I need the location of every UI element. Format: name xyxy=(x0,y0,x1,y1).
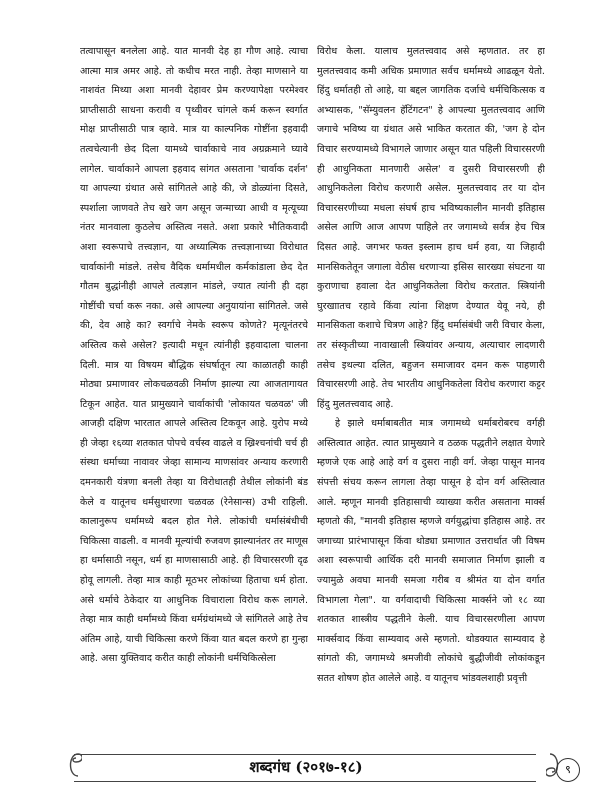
right-paragraph-2: हे झाले धर्माबाबतीत मात्र जगामध्ये धर्माबरोबरच वर्गही अस्तित्वात आहेत. त्यात प्रामुख्याने व ठळक पद्धतीने लक्षात येणारे म्हणजे एक आहे आहे वर्ग व दुसरा नाही वर्ग. जेव्हा पासून मानव संपत्ती संचय करून लागला तेव्हा पासून हे दोन वर्ग अस्तित्वात आले. म्हणून मानवी इतिहासाची व्याख्या करीत असताना मार्क्स म्हणतो की, "मानवी इतिहास म्हणजे वर्गयुद्धांचा इतिहास आहे. तर जगाच्या प्रारंभापासून किंवा थोड्या प्रमाणात उत्तरार्धात जी विषम अशा स्वरूपाची आर्थिक दरी मानवी समाजात निर्माण झाली व ज्यामुळे अवघा मानवी समजा गरीब व श्रीमंत या दोन वर्गात विभागला गेला". या वर्गवादाची चिकित्सा मार्क्सने जो १८ व्या शतकात शास्त्रीय पद्धतीने केली. याच विचारसरणीला आपण मार्क्सवाद किंवा साम्यवाद असे म्हणतो. थोडक्यात साम्यवाद हे सांगतो की, जगामध्ये श्रमजीवी लोकांचे बुद्धीजीवी लोकांकडून सतत शोषण होत आलेले आहे. व यातूनच भांडवलशाही प्रवृत्ती xyxy=(317,418,545,684)
left-paragraph-1: तत्वापासून बनलेला आहे. यात मानवी देह हा गौण आहे. त्याचा आत्मा मात्र अमर आहे. तो कधीच मरत नाही. तेव्हा माणसाने या नाशवंत मिथ्या अशा मानवी देहावर प्रेम करण्यापेक्षा परमेश्वर प्राप्तीसाठी साधना करावी व पृथ्वीवर चांगले कर्म करून स्वर्गात मोक्ष प्राप्तीसाठी पात्र व्हावे. मात्र या काल्पनिक गोष्टींना इहवादी तत्वचेत्यानी छेद दिला यामध्ये चार्वाकाचे नाव अग्रक्रमाने घ्यावे लागेल. चार्वाकाने आपला इहवाद सांगत असताना 'चार्वाक दर्शन' या आपल्या ग्रंथात असे सांगितले आहे की, जे डोळ्यांना दिसते, स्पर्शाला जाणवते तेच खरे जग असून जन्माच्या आधी व मृत्यूच्या नंतर मानवाला कुठलेच अस्तित्व नसते. अशा प्रकारे भौतिकवादी अशा स्वरूपाचे तत्त्वज्ञान, या अध्यात्मिक तत्त्वज्ञानाच्या विरोधात चार्वाकांनी मांडले. तसेच वैदिक धर्मामधील कर्मकांडाला छेद देत गौतम बुद्धांनीही आपले तत्वज्ञान मांडले, ज्यात त्यांनी ही दहा गोष्टींची चर्चा करू नका. असे आपल्या अनुयायांना सांगितले. जसे की, देव आहे का? स्वर्गाचे नेमके स्वरूप कोणते? मृत्यूनंतरचे अस्तित्व कसे असेल? इत्यादी मधून त्यांनीही इहवादाला चालना दिली. मात्र या विषयम बौद्धिक संघर्षातून त्या काळातही काही मोठ्या प्रमाणावर लोकचळवळी निर्माण झाल्या त्या आजतागायत टिकून आहेत. यात प्रामुख्याने चार्वाकांची 'लोकायत चळवळ' जी आजही दक्षिण भारतात आपले अस्तित्व टिकवून आहे. युरोप मध्ये ही जेव्हा १६व्या शतकात पोपचे वर्चस्व वाढले व ख्रिश्चनांची चर्च ही संस्था धर्माच्या नावावर जेव्हा सामान्य माणसांवर अन्याय करणारी दमनकारी यंत्रणा बनली तेव्हा या विरोधातही तेथील लोकांनी बंड केले व यातूनच धर्मसुधारणा चळवळ (रेनेसान्स) उभी राहिली. कालानुरूप धर्मामध्ये बदल होत गेले. लोकांची धर्मासंबंधीची चिकित्सा वाढली. व मानवी मूल्यांची रुजवण झाल्यानंतर तर माणूस हा धर्मासाठी नसून, धर्म हा माणसासाठी आहे. ही विचारसरणी दृढ होवू लागली. तेव्हा मात्र काही मूठभर लोकांच्या हिताचा धर्म होता. असे धर्माचे ठेकेदार या आधुनिक विचाराला विरोध करू लागले. तेव्हा मात्र काही धर्मांमध्ये किंवा धर्मग्रंथांमध्ये जे सांगितले आहे तेच अंतिम आहे, याची चिकित्सा करणे किंवा यात बदल करणे हा गुन्हा आहे. असा युक्तिवाद करीत काही लोकांनी धर्मचिकित्सेला xyxy=(80,46,308,665)
page-number: ९ xyxy=(556,758,580,782)
left-text-column xyxy=(80,42,308,748)
scroll-curl-left-icon xyxy=(64,748,82,782)
right-paragraph-1: विरोध केला. यालाच मुलतत्त्ववाद असे म्हणतात. तर हा मुलतत्त्ववाद कमी अधिक प्रमाणात सर्वच धर्मामध्ये आढळून येतो. हिंदु धर्मातही तो आहे, या बद्दल जागतिक दर्जाचे धर्मचिकित्सक व अभ्यासक, "सॅम्युवलन हॅटिंगटन" हे आपल्या मुलतत्त्ववाद आणि जगाचे भविष्य या ग्रंथात असे भाकित करतात की, 'जग हे दोन विचार सरण्यामध्ये विभागले जाणार असून यात पहिली विचारसरणी ही आधुनिकता मानणारी असेल' व दुसरी विचारसरणी ही आधुनिकतेला विरोध करणारी असेल. मुलतत्त्ववाद तर या दोन विचारसरणीच्या मधला संघर्ष हाच भविष्यकालीन मानवी इतिहास असेल आणि आज आपण पाहिले तर जगामध्ये सर्वत्र हेच चित्र दिसत आहे. जगभर फक्त इस्लाम हाच धर्म हवा, या जिहादी मानसिकतेतून जगाला वेठीस धरणाऱ्या इसिस सारख्या संघटना या कुराणाचा हवाला देत आधुनिकतेला विरोध करतात. स्त्रियांनी घुरखाातच रहावे किंवा त्यांना शिक्षण देण्यात येवू नये, ही मानसिकता कशाचे चित्रण आहे? हिंदु धर्मासंबंधी जरी विचार केला, तर संस्कृतीच्या नावाखाली स्त्रियांवर अन्याय, अत्याचार लादणारी तसेच इथल्या दलित, बहुजन समाजावर दमन करू पाहणारी विचारसरणी आहे. तेच भारतीय आधुनिकतेला विरोध करणारा कट्टर हिंदु मुलतत्त्ववाद आहे. xyxy=(317,46,545,410)
right-text-column xyxy=(317,42,545,748)
footer-publication-title: शब्दगंध (२०१७-१८) xyxy=(249,758,363,776)
